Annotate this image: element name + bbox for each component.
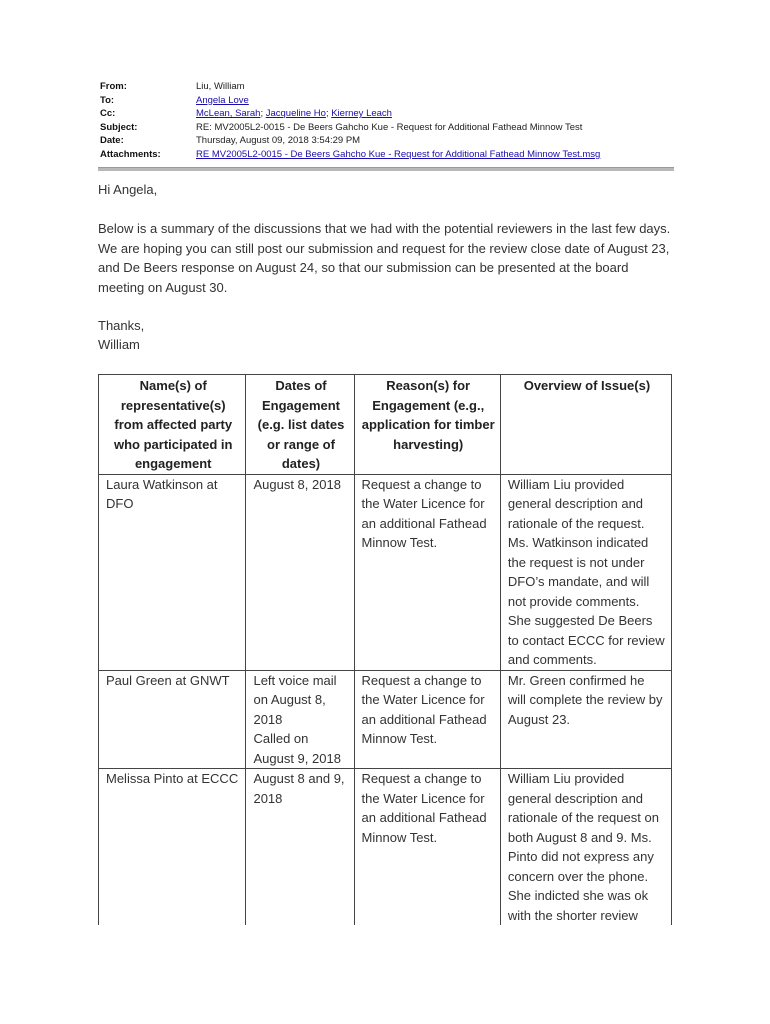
table-cell-name: Melissa Pinto at ECCC <box>99 769 246 926</box>
table-cell-reason: Request a change to the Water Licence for an additional Fathead Minnow Test. <box>354 474 500 670</box>
greeting: Hi Angela, <box>98 182 158 197</box>
column-header: Name(s) of representative(s) from affected party who participated in engagement <box>99 375 246 475</box>
column-header: Overview of Issue(s) <box>500 375 671 475</box>
date-entry: Called on August 9, 2018 <box>253 731 341 766</box>
subject-row <box>100 121 680 135</box>
cc-row <box>100 107 680 121</box>
to-recipient-link[interactable]: Angela Love <box>196 94 249 106</box>
column-header: Reason(s) for Engagement (e.g., application for timber harvesting) <box>354 375 500 475</box>
attachment-link[interactable]: RE MV2005L2-0015 - De Beers Gahcho Kue - Request for Additional Fathead Minnow Test.msg <box>196 148 601 160</box>
email-header <box>100 80 680 162</box>
signature: William <box>98 337 140 352</box>
date-value: Thursday, August 09, 2018 3:54:29 PM <box>196 135 361 147</box>
engagement-table <box>98 374 672 925</box>
cc-recipient-link[interactable]: Jacqueline Ho <box>265 108 326 120</box>
table-cell-reason: Request a change to the Water Licence for an additional Fathead Minnow Test. <box>354 670 500 769</box>
attachments-row <box>100 148 680 162</box>
cc-label: Cc: <box>100 108 116 120</box>
table-cell-overview: William Liu provided general description and rationale of the request. Ms. Watkinson indicated the request is not under DFO’s mandate, and will not provide comments. She suggested De Beers to contact ECCC for review and comments. <box>500 474 671 670</box>
date-entry: Left voice mail on August 8, 2018 <box>253 672 337 727</box>
cc-recipient-link[interactable]: McLean, Sarah <box>196 108 261 120</box>
table-cell-name: Laura Watkinson at DFO <box>99 474 246 670</box>
date-label: Date: <box>100 135 124 147</box>
attachments-label: Attachments: <box>100 148 161 160</box>
from-label: From: <box>100 81 127 92</box>
table-header-row <box>99 375 672 475</box>
from-row <box>100 80 680 94</box>
table-row <box>99 769 672 926</box>
table-cell-dates: August 8, 2018 <box>246 474 354 670</box>
table-cell-overview: William Liu provided general description and rationale of the request on both August 8 and 9. Ms. Pinto did not express any concern over the phone. She indicted she was ok with the shorter review <box>500 769 671 926</box>
from-value: Liu, William <box>196 81 245 92</box>
to-row <box>100 94 680 108</box>
closing: Thanks, <box>98 318 145 333</box>
subject-label: Subject: <box>100 121 138 133</box>
table-cell-reason: Request a change to the Water Licence for an additional Fathead Minnow Test. <box>354 769 500 926</box>
date-row <box>100 134 680 148</box>
table-cell-name: Paul Green at GNWT <box>99 670 246 769</box>
table-row <box>99 670 672 769</box>
header-divider <box>98 167 674 171</box>
message-paragraph: Below is a summary of the discussions that we had with the potential reviewers in the last few days. We are hoping you can still post our submission and request for the review close date of August 23, and De Beers response on August 24, so that our submission can be presented at the board meeting on August 30. <box>98 221 671 295</box>
to-label: To: <box>100 94 115 106</box>
subject-value: RE: MV2005L2-0015 - De Beers Gahcho Kue - Request for Additional Fathead Minnow Test <box>196 121 583 133</box>
cc-separator: ; <box>325 108 329 120</box>
table-cell-dates <box>246 670 354 769</box>
column-header: Dates of Engagement (e.g. list dates or range of dates) <box>246 375 354 475</box>
cc-recipient-link[interactable]: Kierney Leach <box>331 108 392 120</box>
cc-separator: ; <box>260 108 264 120</box>
table-row <box>99 474 672 670</box>
table-cell-overview: Mr. Green confirmed he will complete the review by August 23. <box>500 670 671 769</box>
table-cell-dates: August 8 and 9, 2018 <box>246 769 354 926</box>
